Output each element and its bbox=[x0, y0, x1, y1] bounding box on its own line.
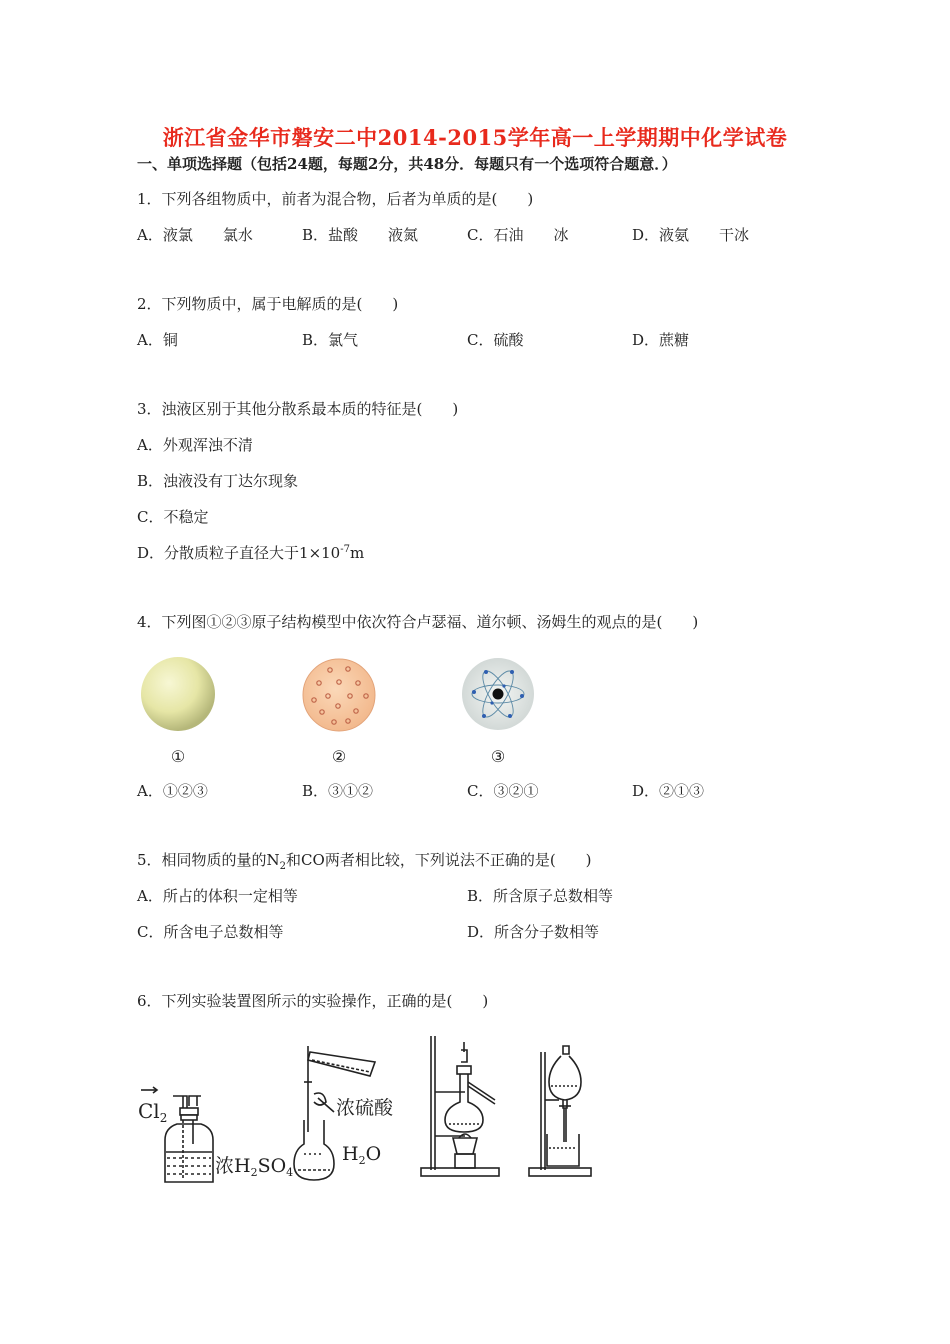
q3-option-d-suffix: m bbox=[349, 544, 365, 562]
q2-option-a[interactable]: A．铜 bbox=[137, 331, 178, 349]
atom-model-nuclear bbox=[460, 656, 536, 732]
q1-option-c[interactable]: C．石油 冰 bbox=[467, 226, 569, 244]
q5-stem-prefix: 5．相同物质的量的N bbox=[137, 851, 280, 869]
apparatus-distillation bbox=[415, 1032, 505, 1180]
acid-label: 浓硫酸 bbox=[336, 1097, 394, 1119]
q5-option-a[interactable]: A．所占的体积一定相等 bbox=[137, 887, 298, 905]
q3-option-d-exponent: -7 bbox=[340, 544, 350, 555]
q3-option-c[interactable]: C．不稳定 bbox=[137, 508, 209, 526]
gas-label: $Cl_2$ bbox=[138, 1099, 168, 1125]
q1-option-d[interactable]: D．液氨 干冰 bbox=[632, 226, 750, 244]
q3-option-a[interactable]: A．外观浑浊不清 bbox=[137, 436, 253, 454]
page-title: 浙江省金华市磐安二中2014-2015学年高一上学期期中化学试卷 bbox=[162, 125, 788, 150]
atom-model-solid-sphere bbox=[138, 654, 218, 734]
q4-option-b[interactable]: B．③①② bbox=[302, 782, 374, 800]
q3-option-d[interactable] bbox=[137, 542, 364, 563]
water-label: $H_2O$ bbox=[342, 1143, 382, 1167]
q5-stem-subscript: 2 bbox=[279, 861, 287, 872]
question-5-stem bbox=[137, 849, 592, 872]
q2-option-b[interactable]: B．氯气 bbox=[302, 331, 359, 349]
section-heading: 一、单项选择题（包括24题，每题2分，共48分．每题只有一个选项符合题意．） bbox=[137, 155, 677, 173]
q4-option-d[interactable]: D．②①③ bbox=[632, 782, 705, 800]
figure-label-3: ③ bbox=[490, 747, 506, 766]
q5-option-d[interactable]: D．所含分子数相等 bbox=[467, 923, 600, 941]
q3-option-b[interactable]: B．浊液没有丁达尔现象 bbox=[137, 472, 299, 490]
q2-option-c[interactable]: C．硫酸 bbox=[467, 331, 524, 349]
q1-option-b[interactable]: B．盐酸 液氮 bbox=[302, 226, 419, 244]
q3-option-d-prefix: D．分散质粒子直径大于1×10 bbox=[137, 544, 341, 562]
q4-option-c[interactable]: C．③②① bbox=[467, 782, 539, 800]
figure-label-1: ① bbox=[170, 747, 186, 766]
q5-option-b[interactable]: B．所含原子总数相等 bbox=[467, 887, 614, 905]
question-4-stem: 4．下列图①②③原子结构模型中依次符合卢瑟福、道尔顿、汤姆生的观点的是( ) bbox=[137, 613, 699, 631]
liquid-label: 浓$H_2SO_4$ bbox=[215, 1155, 294, 1179]
q2-option-d[interactable]: D．蔗糖 bbox=[632, 331, 690, 349]
apparatus-gas-washing-bottle bbox=[135, 1084, 294, 1190]
q1-option-a[interactable]: A．液氯 氯水 bbox=[137, 226, 253, 244]
question-3-stem: 3．浊液区别于其他分散系最本质的特征是( ) bbox=[137, 400, 459, 418]
apparatus-separatory-funnel bbox=[525, 1042, 595, 1180]
question-1-stem: 1．下列各组物质中，前者为混合物，后者为单质的是( ) bbox=[137, 190, 534, 208]
figure-label-2: ② bbox=[331, 747, 347, 766]
q5-option-c[interactable]: C．所含电子总数相等 bbox=[137, 923, 284, 941]
q4-option-a[interactable]: A．①②③ bbox=[137, 782, 208, 800]
question-6-stem: 6．下列实验装置图所示的实验操作，正确的是( ) bbox=[137, 992, 489, 1010]
atom-model-plum-pudding bbox=[300, 656, 378, 734]
question-2-stem: 2．下列物质中，属于电解质的是( ) bbox=[137, 295, 399, 313]
q5-stem-suffix: 和CO两者相比较，下列说法不正确的是( ) bbox=[286, 851, 592, 869]
apparatus-dilution-flask bbox=[290, 1042, 405, 1186]
